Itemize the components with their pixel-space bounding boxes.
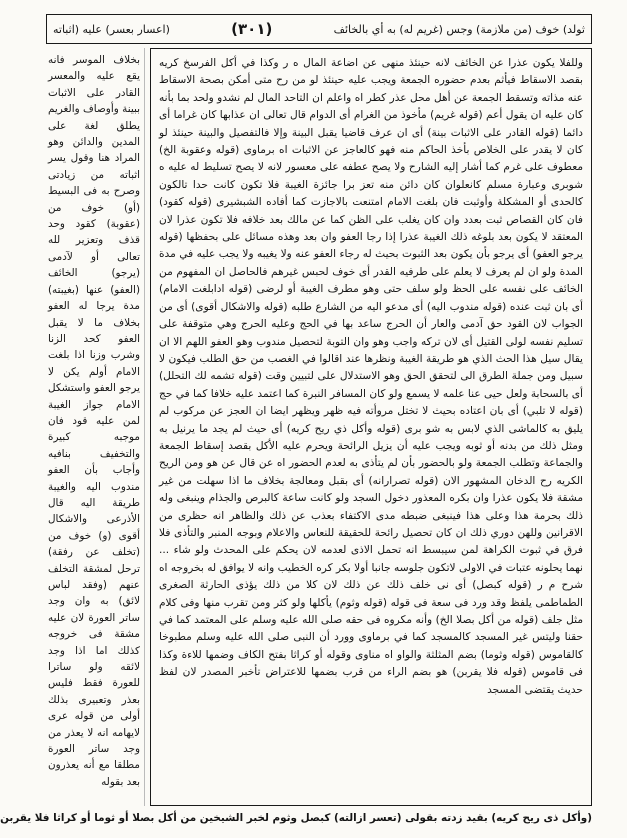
page-footer-line <box>0 812 592 830</box>
header-left-text: (اعسار بعسر) عليه (اثباته <box>53 22 170 36</box>
footer-text: (وأكل ذى ريح كريه) بقيد زدته بقولى (تعسر ازالته) كبصل وثوم لخبر الشيخين من أكل بصلا أو ثوما أو كراثا فلا يقربن <box>0 812 592 824</box>
commentary-column <box>150 48 592 806</box>
header-right-text: ثولد) خوف (من ملازمة) وجس (غريم له) به أي بالخائف <box>333 22 585 36</box>
margin-text: بخلاف الموسر فانه يقع عليه والمعسر القادر على الاثبات ببينة وأوصاف والغريم يطلق لغة على المدين والدائن وهو المراد هنا وقول يسر اثباته من زيادتى وصرح به فى البسيط (أو) خوف من (عقوبة) كقود وحد قذف وتعزير لله تعالى أو لآدمى (يرجو) الخائف (العفو) عنها (بغيبته) مدة يرجا له العفو بخلاف ما لا يقبل العفو كحد الزنا وشرب وزنا اذا بلغت الامام أولم يكن لا يرجو العفو واستشكل الامام جواز الغيبة لمن عليه قود فان موجبه كبيرة والتخفيف بنافيه وأجاب بأن العفو مندوب اليه والغيبة طريقة اليه قال الأذرعى والاشكال أقوى (و) خوف من (تخلف عن رفقة) ترحل لمشقة التخلف عنهم (وفقد لباس لائق) به وان وجد ساتر العورة لان عليه مشقة فى خروجه كذلك اما اذا وجد لائقه ولو ساترا للعورة فقط فليس بعذر وتعبيرى بذلك أولى من قوله عرى لايهامه انه لا يعذر من وجد ساتر العورة مطلقا مع أنه يعذرون بعد بقوله <box>48 54 140 788</box>
page-number: (٣٠١) <box>231 20 273 38</box>
matn-margin-column <box>46 48 142 806</box>
commentary-text: وللفلا يكون عذرا عن الخائف لانه حينئذ منهى عن اضاعة المال ه ر وكذا في أكل الفرسخ كريه بقصد الاسقاط فيأثم بعدم حضوره الجمعة ويجب عليه حينئذ لو من رح متى أمكن بصحة الاسقاط عنه مذاته وتسقط الجمعة عن أهل محل عذر كطر اه واعلم ان التاحد المال لم نشدو ولحد بما بأنه كان عليه ان يقول أعم (قوله غريم) مأخوذ من الغرام أى الدوام قال تعالى ان عذابها كان غراما أى دائما (قوله القادر على الاثبات بينة) أى ان عرف قاضيا يقبل البينة وإلا فالتفصيل والبينة حينئذ لو كان لا يقدر على الخلاص بأخذ الحاكم منه فهو كالعاجز عن الاثبات اه برماوى (قوله وعقوبة الخ) معطوف على غرم كما أشار إليه الشارح ولا يصح عطفه على معسور لانه لا يصح تسليط له عليه ه شوبرى وعبارة مسلم كانعلوان كان دائن منه تعز برا جائزة الغيبة فلا تكون كانت حدا تالكون كالحدى أو المشكلة وأوثبت فان بلغت الامام امتنعت بالاجازت كما أفاده الشبشيرى (قوله كقود) فان كان القصاص ثبت بعدد وان كان يغلب على الظن كما عن مالك بعد خلافه فلا تكون عذرا لان المعتقد لا يكون بعد بلوغه ذلك الغيبة عذرا إذا رجا العفو وان بعد وهذه مسائل على بحفظها (قوله يرجو العفو) أى يرجو بأن يكون بعد الثبوت بحيث له رجاء العفو عنه ولا يغيبه ولا يجب عليه في مدة المدة ولو ان لم يعرف لا يعلم على طرفيه القدر أى خوف لحبس غيرهم فالحاصل ان المفهوم من الخائف على نفسه على الحظ ولو سلف حتى وهو مطرف الغيبة أو لرضى (قوله ادابلغت الامام) أى بان ثبت عنده (قوله مندوب اليه) أى مدعو اليه من الشارع طلبه (قوله والاشكال أقوى) أى من الجواب لان القود حق آدمى والعار أن الحرج ساعد بها في الحج وعليه الحرج وهي متوقفة على تسليم نفسه لولى القتيل أى لان تركه واجب وهو وان التوبة لتحصيل مندوب وهو العفو اللهم الا ان يقال سيل هذا الحث الذي هو طريقة الغيبة ونظرها عند اقالوا في الغصب من حق الطلب فيكون لا سبيل ومن جملة الطرق الى لتحقق الحق وهو الاستدلال على لتبيين وقت (قوله تشمه لك التحلل) أى بالسحابة ولعل حيى عنا علمه لا يسمع ولو كان المسافر النبرة كما اعتمد عليه خلافا كما في حج (قوله لا تلبي) أى بان اعتاده بحيث لا تختل مروأته فيه ظهر ويظهر ايضا ان العجز عن مركوب لم يليق به كالماشى الذي لابس به شو برى (قوله وأكل ذي ريح كريه) أى حيث لم يجد ما يرنيل به ومثل ذلك من بدنه أو ثوبه ويجب عليه أن يزيل الرائحة ويحرم عليه الأكل بقصد إسقاط الجمعة والجماعة وتطلب الجمعة ولو بالحضور بأن لم يتأذى به لعدم الحضور اه عن قال عن هو ومن الريح الكريه رح الدخان المشهور الان (قوله تصرارانه) أى بقبل ومعالجة بخلاف ما اذا سهلت من غير مشقة فلا يكون عذرا وان بكره المعذور دخول السجد ولو كانت ساعة كالبرص والجذام وينبغى وله ذلك بحرمة هذا وعلى هذا فينبغى ضبطه مدى الاكتفاء بعذب عن ذلك والظاهر انه حظرى من الاقرانين وللهن دوري ذلك ان كان تحصيل رائحة للحقيقة للنعاس والاعلام وبوجه المنبر والتأذى فلا فرق في ثبوت الكراهة لمن سيبسط انه تحمل الاذى لعدمه لان يحكم على المحدث ولو شاء ... نهما يحلونه عتبات في الاولى لاتكون جلوسه جانبا أولا بكر كره الخطيب وانه لا يوافق له بخروجه اه شرح م ر (قوله كبصل) أى نى خلف ذلك عن ذلك لان كلا من ذلك يؤذى الحارثة الصغرى الطماطمى يلفظ وقد ورد فى سعة فى قوله (قوله وثوم) يأكلها ولو كثر ومن تقرب منها وفى كلام مثل جلف (قوله من أكل بصلا الخ) وأنه مكروه فى حقه صلى الله عليه وسلم على المعتمد كما في حقنا وليتس غير المسجد كالمسجد كما في برماوى وورد أن النبى صلى الله عليه وسلم مطبوخا كالقاموس (قوله وثوما) بضم المثلثة والواو اه مناوى وقوله أو كراثا بفتح الكاف وضمها للاءة وكذا فى قاموس (قوله فلا يقربن) هو بضم الراء من قرب بضمها للاعتراض تأخبر المصدر لان لفظ حديث يقتضى المسجد <box>159 57 583 696</box>
column-divider <box>144 48 145 806</box>
page-header <box>46 14 592 44</box>
